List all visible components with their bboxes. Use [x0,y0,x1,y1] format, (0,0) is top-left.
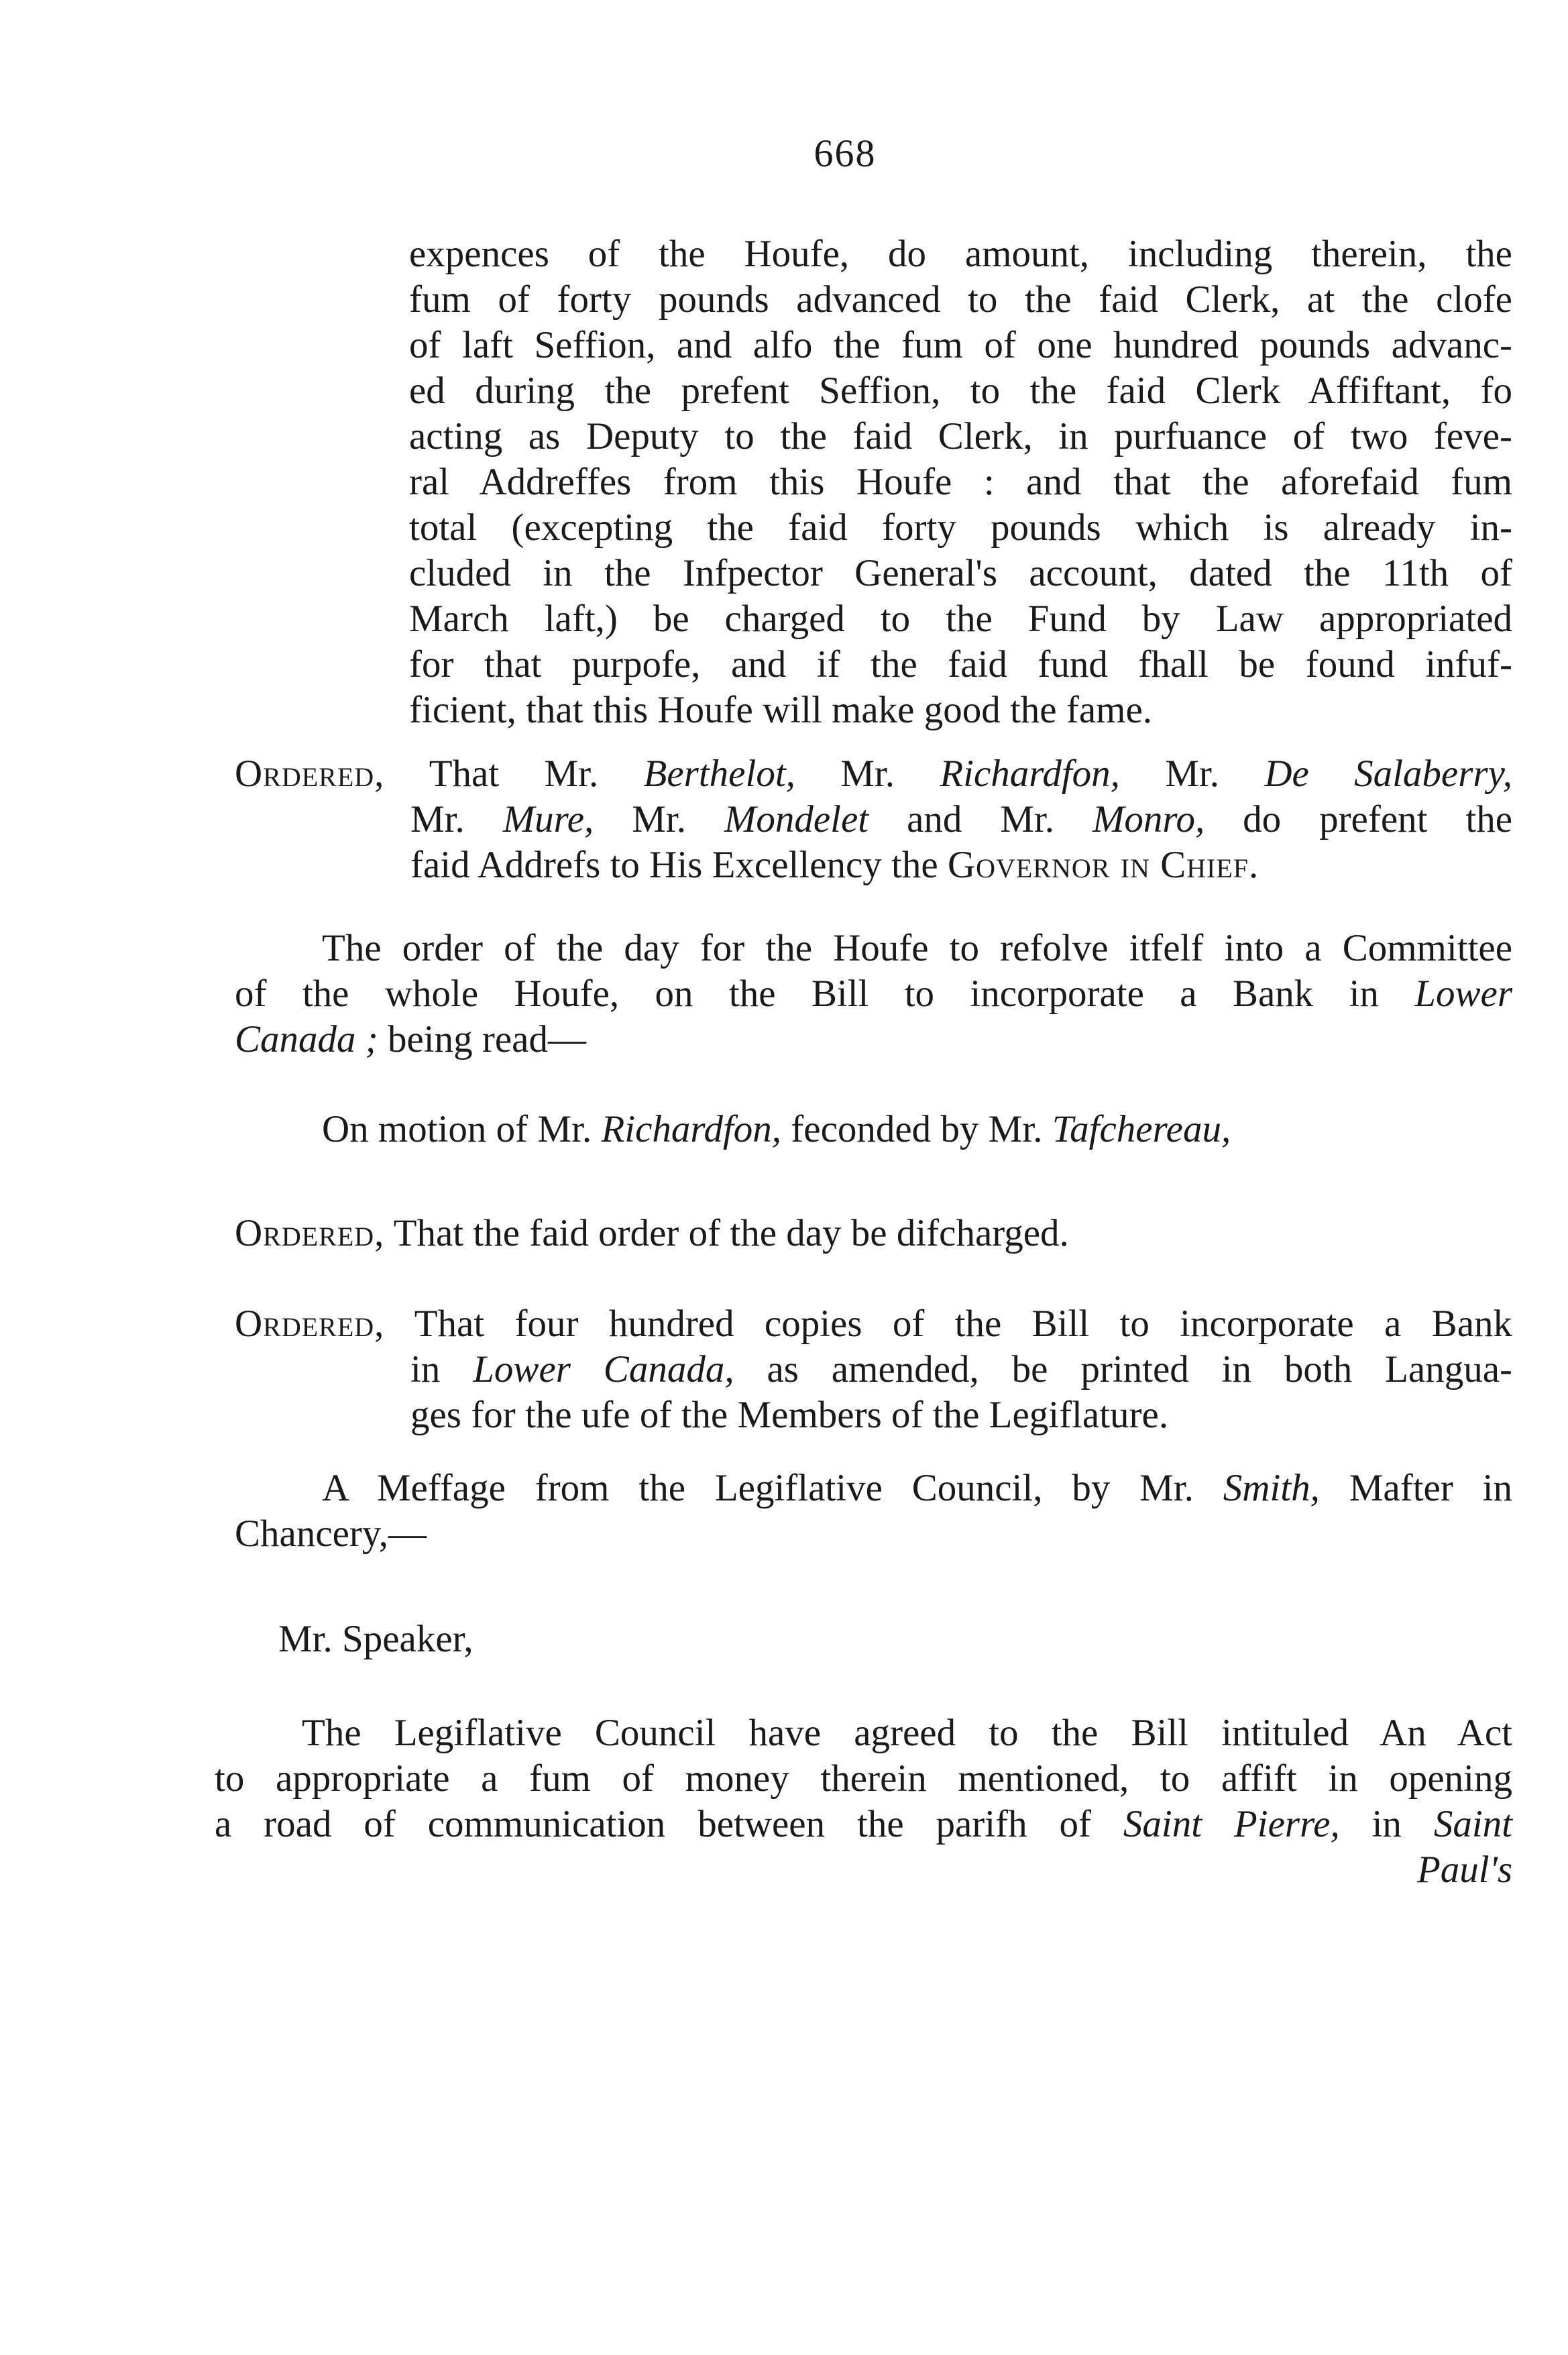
place-name: Saint [1433,1803,1513,1845]
text-line [235,1301,1512,1347]
member-name: De Salaberry, [1264,753,1513,795]
text-line: to appropriate a fum of money therein mentioned, to affift in opening [215,1757,1512,1800]
text-fragment: in [1371,1803,1402,1845]
text-fragment: feconded by Mr. [791,1108,1043,1150]
text-line: for that purpofe, and if the faid fund fhall be found infuf- [409,643,1512,686]
text-line: expences of the Houfe, do amount, including therein, the [409,233,1512,275]
text-fragment: Mr. [410,798,465,840]
text-line: ral Addreffes from this Houfe : and that the aforefaid fum [409,461,1512,503]
text-line: ficient, that this Houfe will make good the fame. [409,689,1153,731]
text-fragment: in [410,1348,441,1390]
text-line [235,971,1512,1017]
paragraph-continuation [409,231,1512,733]
catchword: Paul's [1416,1849,1512,1891]
ordered-label: Ordered, [235,753,385,795]
text-line [215,1802,1512,1847]
paragraph-ordered-copies [235,1301,1512,1438]
ordered-label: Ordered, [235,1212,385,1254]
text-line: acting as Deputy to the faid Clerk, in purfuance of two feve- [409,415,1512,457]
paragraph-order-of-day [235,926,1512,1062]
text-line: fum of forty pounds advanced to the faid Clerk, at the clofe [409,278,1512,321]
paragraph-council-agreed [215,1710,1512,1893]
member-name: Monro, [1092,798,1205,840]
text-fragment: Mr. [840,753,895,795]
text-fragment: On motion of Mr. [322,1108,592,1150]
text-fragment: and Mr. [907,798,1055,840]
text-line: cluded in the Infpector General's account, dated the 11th of [409,552,1512,594]
place-name: Lower [1414,973,1512,1015]
paragraph-ordered-address [235,751,1512,888]
member-name: Berthelot, [643,753,795,795]
text-line: March laft,) be charged to the Fund by Law appropriated [409,598,1512,640]
text-fragment: That four hundred copies of the Bill to incorporate a Bank [414,1303,1512,1345]
member-name: Richardfon, [940,753,1120,795]
text-line [235,797,1512,842]
text-line: ges for the ufe of the Members of the Legiflature. [410,1394,1169,1436]
text-line: Chancery,— [235,1513,427,1555]
text-line: Mr. Speaker, [278,1618,473,1660]
place-name: Saint Pierre, [1123,1803,1340,1845]
text-fragment: Mr. [1165,753,1220,795]
paragraph-message [235,1466,1512,1557]
text-fragment: A Meffage from the Legiflative Council, by Mr. [322,1467,1194,1509]
text-line: The Legiflative Council have agreed to the Bill intituled An Act [302,1712,1512,1754]
text-fragment: do prefent the [1243,798,1513,840]
text-line [235,842,1512,888]
ordered-label: Ordered, [235,1303,385,1345]
text-fragment: faid Addrefs to His Excellency the [410,844,938,886]
text-line: ed during the prefent Seffion, to the faid Clerk Affiftant, fo [409,370,1512,412]
member-name: Mure, [502,798,594,840]
text-fragment: as amended, be printed in both Langua- [767,1348,1512,1390]
text-line: of laft Seffion, and alfo the fum of one hundred pounds advanc- [409,324,1512,366]
text-fragment: Mafter in [1349,1467,1513,1509]
member-name: Smith, [1223,1467,1320,1509]
place-name: Lower Canada, [473,1348,734,1390]
page-number: 668 [814,131,877,175]
paragraph-ordered-discharged [235,1211,1512,1256]
text-line [235,1211,1512,1256]
text-line: total (excepting the faid forty pounds which is already in- [409,506,1512,549]
text-fragment: Mr. [632,798,686,840]
text-line: The order of the day for the Houfe to refolve itfelf into a Committee [322,927,1512,969]
governor-title: Governor in Chief. [947,844,1259,886]
place-name: Canada ; [235,1018,378,1060]
text-line [235,751,1512,797]
member-name: Mondelet [724,798,869,840]
paragraph-motion [322,1107,1512,1152]
paragraph-salutation [278,1617,1512,1662]
text-fragment: That the faid order of the day be difcharged. [393,1212,1069,1254]
text-line [322,1107,1512,1152]
text-fragment: being read— [388,1018,586,1060]
text-fragment: a road of communication between the parifh of [215,1803,1091,1845]
text-line [235,1017,1512,1062]
text-fragment: of the whole Houfe, on the Bill to incorporate a Bank in [235,973,1379,1015]
text-line [235,1466,1512,1511]
member-name: Tafchereau, [1052,1108,1231,1150]
text-line [235,1347,1512,1392]
text-fragment: That Mr. [429,753,599,795]
member-name: Richardfon, [601,1108,782,1150]
